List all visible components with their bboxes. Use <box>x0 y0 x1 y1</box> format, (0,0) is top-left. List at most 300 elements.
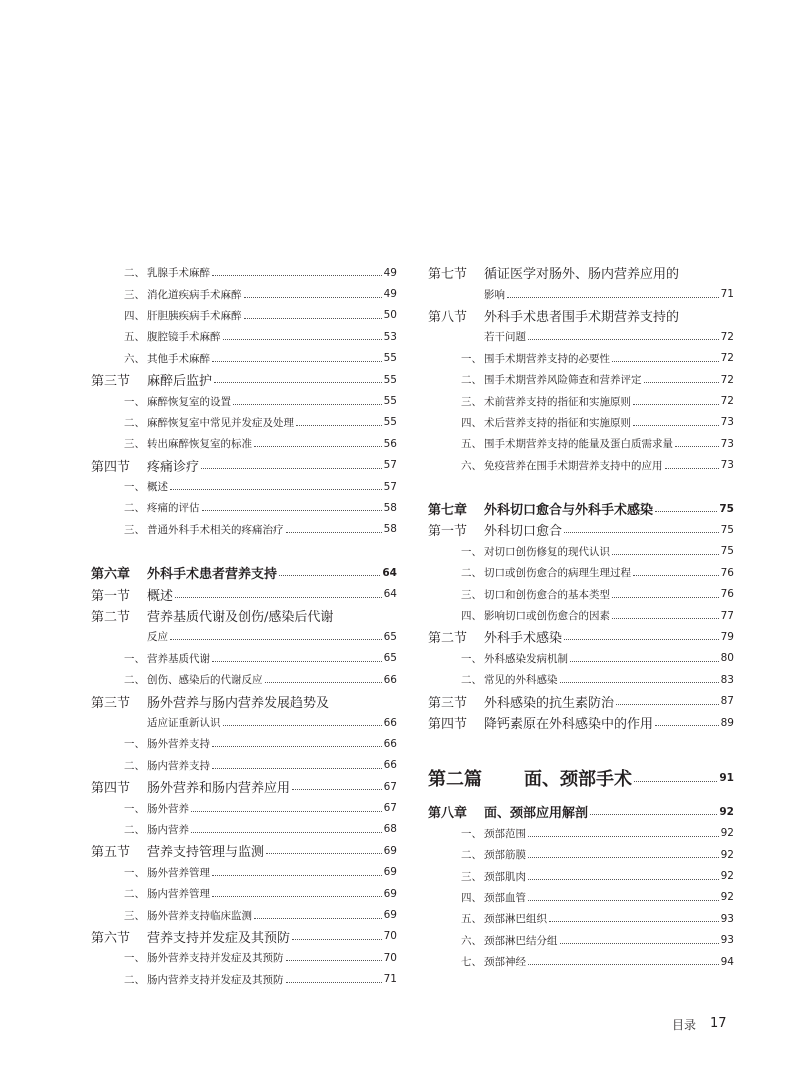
toc-entry-number: 三、 <box>461 395 482 408</box>
toc-subsection-entry <box>91 326 397 347</box>
toc-entry-number: 三、 <box>461 870 482 883</box>
toc-entry-number: 七、 <box>461 956 482 969</box>
toc-entry-title: 麻醉恢复室中常见并发症及处理 <box>147 416 294 429</box>
toc-entry-title: 颈部筋膜 <box>484 849 526 862</box>
toc-entry-page: 75 <box>720 523 734 536</box>
toc-subsection-entry <box>91 669 397 690</box>
toc-entry-page: 92 <box>719 805 734 818</box>
toc-dot-leader <box>616 704 719 705</box>
toc-entry-page: 66 <box>383 673 397 686</box>
toc-entry-number: 二、 <box>124 674 145 687</box>
toc-subsection-entry <box>91 755 397 776</box>
toc-dot-leader <box>528 964 719 965</box>
toc-subsection-entry <box>91 390 397 411</box>
toc-entry-number: 四、 <box>461 416 482 429</box>
toc-dot-leader <box>212 768 382 769</box>
toc-subsection-entry <box>91 819 397 840</box>
toc-entry-title: 若干问题 <box>484 331 526 344</box>
toc-dot-leader <box>212 875 382 876</box>
toc-entry-number: 二、 <box>124 888 145 901</box>
toc-entry-number: 第一节 <box>91 588 131 604</box>
toc-dot-leader <box>292 939 382 940</box>
toc-entry-page: 69 <box>383 909 397 922</box>
toc-entry-page: 71 <box>383 973 397 986</box>
toc-entry-number: 第六节 <box>91 930 131 946</box>
toc-subsection-entry <box>91 648 397 669</box>
toc-entry-page: 73 <box>720 437 734 450</box>
toc-left-column <box>91 262 397 990</box>
toc-entry-number: 第三节 <box>428 695 468 711</box>
toc-entry-title: 肠外营养支持 <box>147 738 210 751</box>
toc-subsection-entry <box>428 908 734 929</box>
toc-entry-number: 第一节 <box>428 524 468 540</box>
toc-entry-number: 第八章 <box>428 806 468 822</box>
toc-entry-number: 一、 <box>461 352 482 365</box>
toc-entry-page: 64 <box>382 566 397 579</box>
toc-entry-page: 50 <box>383 309 397 322</box>
toc-entry-title: 转出麻醉恢复室的标准 <box>147 438 252 451</box>
toc-entry-title: 颈部范围 <box>484 827 526 840</box>
toc-entry-number: 二、 <box>124 416 145 429</box>
toc-section-entry <box>91 455 397 476</box>
toc-dot-leader <box>633 575 719 576</box>
toc-entry-number: 二、 <box>124 502 145 515</box>
toc-entry-page: 75 <box>720 545 734 558</box>
toc-entry-number: 四、 <box>461 610 482 623</box>
toc-entry-page: 73 <box>720 459 734 472</box>
toc-dot-leader <box>507 297 719 298</box>
footer-label: 目录 <box>672 1018 697 1032</box>
toc-subsection-entry <box>91 904 397 925</box>
toc-dot-leader <box>244 297 382 298</box>
toc-entry-title: 降钙素原在外科感染中的作用 <box>484 717 654 732</box>
toc-entry-title: 颈部淋巴组织 <box>484 913 547 926</box>
toc-entry-title: 循证医学对肠外、肠内营养应用的 <box>484 267 680 283</box>
toc-entry-page: 72 <box>720 330 734 343</box>
toc-subsection-entry <box>428 823 734 844</box>
toc-dot-leader <box>233 404 382 405</box>
toc-subsection-entry <box>428 844 734 865</box>
toc-subsection-entry <box>91 947 397 968</box>
toc-subsection-entry <box>428 412 734 433</box>
toc-dot-leader <box>570 661 719 662</box>
toc-entry-page: 57 <box>383 459 397 472</box>
toc-spacer <box>428 733 734 755</box>
toc-entry-number: 第二节 <box>428 631 468 647</box>
toc-spacer <box>91 540 397 562</box>
toc-entry-number: 一、 <box>124 802 145 815</box>
toc-dot-leader <box>265 682 382 683</box>
toc-entry-title: 颈部肌肉 <box>484 870 526 883</box>
toc-entry-continuation <box>91 712 397 733</box>
toc-entry-page: 72 <box>720 352 734 365</box>
toc-dot-leader <box>212 361 382 362</box>
toc-entry-number: 二、 <box>461 374 482 387</box>
toc-entry-page: 55 <box>383 416 397 429</box>
toc-entry-number: 第七节 <box>428 267 468 283</box>
toc-dot-leader <box>612 361 719 362</box>
toc-dot-leader <box>633 425 719 426</box>
toc-entry-page: 57 <box>383 480 397 493</box>
toc-subsection-entry <box>428 865 734 886</box>
toc-dot-leader <box>655 725 719 726</box>
toc-entry-page: 89 <box>720 716 734 729</box>
toc-right-column <box>428 262 734 972</box>
toc-entry-title: 免疫营养在围手术期营养支持中的应用 <box>484 459 663 472</box>
toc-entry-title: 面、颈部应用解剖 <box>484 806 589 822</box>
toc-subsection-entry <box>91 969 397 990</box>
toc-dot-leader <box>612 618 719 619</box>
toc-dot-leader <box>665 468 719 469</box>
toc-dot-leader <box>612 597 719 598</box>
toc-entry-page: 67 <box>383 780 397 793</box>
toc-subsection-entry <box>428 390 734 411</box>
toc-entry-number: 二、 <box>461 849 482 862</box>
toc-entry-title: 肠外营养 <box>147 802 189 815</box>
toc-dot-leader <box>212 896 382 897</box>
toc-entry-number: 一、 <box>461 652 482 665</box>
toc-entry-page: 87 <box>720 695 734 708</box>
toc-subsection-entry <box>428 669 734 690</box>
toc-dot-leader <box>655 511 717 512</box>
toc-subsection-entry <box>428 951 734 972</box>
toc-entry-title: 术后营养支持的指征和实施原则 <box>484 416 631 429</box>
toc-section-entry <box>91 776 397 797</box>
toc-entry-title: 乳腺手术麻醉 <box>147 267 210 280</box>
toc-entry-number: 六、 <box>461 459 482 472</box>
toc-entry-number: 一、 <box>461 545 482 558</box>
toc-entry-title: 疼痛诊疗 <box>147 459 200 475</box>
toc-entry-page: 49 <box>383 288 397 301</box>
toc-entry-page: 49 <box>383 266 397 279</box>
toc-entry-title: 肠内营养 <box>147 823 189 836</box>
toc-entry-title: 麻醉后监护 <box>147 374 213 390</box>
toc-dot-leader <box>170 489 382 490</box>
toc-entry-title: 营养支持并发症及其预防 <box>147 930 291 946</box>
toc-section-entry <box>91 926 397 947</box>
toc-dot-leader <box>528 900 719 901</box>
toc-entry-page: 71 <box>720 288 734 301</box>
toc-entry-number: 五、 <box>461 913 482 926</box>
toc-entry-title: 肠内营养支持并发症及其预防 <box>147 973 284 986</box>
toc-entry-page: 55 <box>383 352 397 365</box>
toc-entry-page: 53 <box>383 330 397 343</box>
toc-dot-leader <box>528 879 719 880</box>
toc-entry-title: 消化道疾病手术麻醉 <box>147 288 242 301</box>
toc-subsection-entry <box>91 797 397 818</box>
toc-subsection-entry <box>428 562 734 583</box>
toc-entry-title: 对切口创伤修复的现代认识 <box>484 545 610 558</box>
toc-dot-leader <box>292 789 382 790</box>
toc-subsection-entry <box>91 476 397 497</box>
toc-entry-number: 一、 <box>124 866 145 879</box>
toc-entry-number: 第四节 <box>91 459 131 475</box>
toc-entry-title: 麻醉恢复室的设置 <box>147 395 231 408</box>
toc-dot-leader <box>560 943 719 944</box>
toc-entry-page: 55 <box>383 373 397 386</box>
toc-entry-page: 67 <box>383 802 397 815</box>
toc-dot-leader <box>612 554 719 555</box>
toc-entry-number: 一、 <box>124 652 145 665</box>
toc-entry-title: 外科切口愈合与外科手术感染 <box>484 503 654 519</box>
toc-subsection-entry <box>428 541 734 562</box>
toc-dot-leader <box>644 382 719 383</box>
toc-entry-title: 颈部神经 <box>484 956 526 969</box>
toc-entry-title: 概述 <box>147 481 168 494</box>
toc-entry-title: 腹腔镜手术麻醉 <box>147 331 221 344</box>
toc-entry-number: 第八节 <box>428 309 468 325</box>
toc-section-entry <box>428 690 734 711</box>
toc-entry-page: 70 <box>383 951 397 964</box>
toc-entry-title: 外科手术患者围手术期营养支持的 <box>484 309 680 325</box>
toc-entry-number: 四、 <box>124 309 145 322</box>
toc-subsection-entry <box>91 283 397 304</box>
toc-entry-page: 69 <box>383 887 397 900</box>
toc-subsection-entry <box>428 348 734 369</box>
toc-entry-number: 二、 <box>124 823 145 836</box>
toc-entry-page: 92 <box>720 870 734 883</box>
toc-entry-number: 一、 <box>124 481 145 494</box>
toc-entry-title: 影响 <box>484 288 505 301</box>
toc-entry-page: 93 <box>720 934 734 947</box>
toc-entry-title: 营养基质代谢 <box>147 652 210 665</box>
toc-entry-title: 肠外营养与肠内营养发展趋势及 <box>147 695 330 711</box>
toc-dot-leader <box>286 532 382 533</box>
toc-spacer <box>428 476 734 498</box>
toc-entry-page: 65 <box>383 652 397 665</box>
toc-entry-title: 外科感染发病机制 <box>484 652 568 665</box>
toc-entry-title: 肝胆胰疾病手术麻醉 <box>147 309 242 322</box>
toc-entry-number: 六、 <box>461 934 482 947</box>
toc-entry-title: 常见的外科感染 <box>484 674 558 687</box>
toc-entry-title: 肠外营养支持临床监测 <box>147 909 252 922</box>
toc-entry-page: 83 <box>720 673 734 686</box>
toc-entry-title: 肠外营养支持并发症及其预防 <box>147 952 284 965</box>
toc-entry-number: 第四节 <box>428 717 468 732</box>
toc-entry-page: 65 <box>383 630 397 643</box>
toc-entry-title: 外科感染的抗生素防治 <box>484 695 615 711</box>
toc-entry-page: 79 <box>720 630 734 643</box>
toc-dot-leader <box>214 382 382 383</box>
toc-subsection-entry <box>91 348 397 369</box>
toc-section-entry <box>428 626 734 647</box>
toc-entry-page: 80 <box>720 652 734 665</box>
toc-entry-title: 肠外营养管理 <box>147 866 210 879</box>
toc-entry-page: 66 <box>383 759 397 772</box>
toc-dot-leader <box>223 725 382 726</box>
toc-entry-page: 64 <box>383 588 397 601</box>
toc-dot-leader <box>170 639 382 640</box>
toc-dot-leader <box>212 661 382 662</box>
toc-dot-leader <box>590 814 717 815</box>
toc-entry-title: 围手术期营养风险筛查和营养评定 <box>484 374 642 387</box>
toc-entry-page: 58 <box>383 523 397 536</box>
toc-entry-number: 二、 <box>461 567 482 580</box>
toc-entry-number: 三、 <box>461 588 482 601</box>
toc-entry-page: 92 <box>720 848 734 861</box>
toc-entry-number: 一、 <box>461 827 482 840</box>
toc-entry-title: 面、颈部手术 <box>524 769 632 791</box>
toc-entry-title: 外科手术感染 <box>484 631 563 647</box>
toc-subsection-entry <box>91 733 397 754</box>
toc-entry-title: 其他手术麻醉 <box>147 352 210 365</box>
toc-entry-number: 第六章 <box>91 567 131 583</box>
toc-entry-title: 围手术期营养支持的必要性 <box>484 352 610 365</box>
toc-dot-leader <box>175 597 382 598</box>
toc-dot-leader <box>223 339 382 340</box>
toc-entry-number: 二、 <box>124 267 145 280</box>
toc-section-entry <box>91 369 397 390</box>
toc-subsection-entry <box>428 930 734 951</box>
toc-entry-title: 肠内营养支持 <box>147 759 210 772</box>
toc-dot-leader <box>202 510 382 511</box>
toc-part-entry <box>428 763 734 793</box>
toc-entry-title: 术前营养支持的指征和实施原则 <box>484 395 631 408</box>
toc-section-entry <box>428 519 734 540</box>
toc-subsection-entry <box>91 305 397 326</box>
toc-entry-page: 69 <box>383 844 397 857</box>
toc-dot-leader <box>201 468 382 469</box>
toc-entry-number: 一、 <box>124 395 145 408</box>
toc-dot-leader <box>254 446 382 447</box>
toc-dot-leader <box>191 832 382 833</box>
toc-section-entry <box>91 583 397 604</box>
toc-entry-page: 92 <box>720 827 734 840</box>
toc-entry-page: 72 <box>720 373 734 386</box>
toc-dot-leader <box>266 853 382 854</box>
toc-dot-leader <box>212 275 382 276</box>
toc-entry-page: 73 <box>720 416 734 429</box>
toc-entry-page: 92 <box>720 891 734 904</box>
toc-subsection-entry <box>428 433 734 454</box>
toc-entry-title: 营养支持管理与监测 <box>147 845 265 861</box>
toc-entry-number: 第三节 <box>91 695 131 711</box>
toc-entry-number: 第二节 <box>91 610 131 626</box>
toc-dot-leader <box>279 575 380 576</box>
toc-entry-number: 五、 <box>461 438 482 451</box>
toc-chapter-entry <box>428 801 734 822</box>
toc-subsection-entry <box>91 519 397 540</box>
toc-entry-title: 围手术期营养支持的能量及蛋白质需求量 <box>484 438 673 451</box>
toc-entry-number: 三、 <box>124 523 145 536</box>
toc-section-entry <box>91 840 397 861</box>
toc-entry-page: 93 <box>720 912 734 925</box>
toc-dot-leader <box>528 836 719 837</box>
toc-chapter-entry <box>428 498 734 519</box>
toc-subsection-entry <box>428 887 734 908</box>
toc-entry-page: 56 <box>383 437 397 450</box>
toc-entry-page: 66 <box>383 716 397 729</box>
toc-entry-page: 70 <box>383 930 397 943</box>
toc-entry-number: 五、 <box>124 331 145 344</box>
toc-entry-title: 颈部血管 <box>484 891 526 904</box>
toc-dot-leader <box>286 982 382 983</box>
toc-subsection-entry <box>91 862 397 883</box>
toc-entry-page: 69 <box>383 866 397 879</box>
page-number: 17 <box>710 1016 727 1031</box>
toc-entry-title: 疼痛的评估 <box>147 502 200 515</box>
toc-dot-leader <box>633 404 719 405</box>
toc-dot-leader <box>564 532 719 533</box>
toc-entry-page: 58 <box>383 501 397 514</box>
toc-dot-leader <box>560 682 719 683</box>
toc-dot-leader <box>212 746 382 747</box>
toc-dot-leader <box>254 918 382 919</box>
toc-entry-title: 外科手术患者营养支持 <box>147 567 278 583</box>
toc-subsection-entry <box>91 433 397 454</box>
toc-dot-leader <box>191 811 382 812</box>
toc-subsection-entry <box>91 412 397 433</box>
toc-entry-page: 76 <box>720 588 734 601</box>
toc-entry-number: 二、 <box>124 973 145 986</box>
toc-entry-number: 二、 <box>461 674 482 687</box>
toc-entry-number: 第二篇 <box>428 769 482 791</box>
toc-entry-page: 72 <box>720 395 734 408</box>
toc-entry-page: 94 <box>720 955 734 968</box>
toc-entry-title: 颈部淋巴结分组 <box>484 934 558 947</box>
toc-subsection-entry <box>91 497 397 518</box>
toc-subsection-entry <box>428 369 734 390</box>
toc-chapter-entry <box>91 562 397 583</box>
toc-entry-title: 创伤、感染后的代谢反应 <box>147 674 263 687</box>
toc-subsection-entry <box>428 583 734 604</box>
toc-section-entry <box>91 605 397 626</box>
toc-entry-page: 91 <box>719 772 734 785</box>
toc-entry-page: 68 <box>383 823 397 836</box>
toc-entry-number: 六、 <box>124 352 145 365</box>
toc-dot-leader <box>286 960 382 961</box>
toc-entry-page: 66 <box>383 737 397 750</box>
toc-dot-leader <box>528 339 719 340</box>
toc-subsection-entry <box>428 648 734 669</box>
toc-entry-title: 营养基质代谢及创伤/感染后代谢 <box>147 610 334 626</box>
toc-subsection-entry <box>428 455 734 476</box>
toc-entry-title: 适应证重新认识 <box>147 717 221 729</box>
toc-dot-leader <box>244 318 382 319</box>
toc-dot-leader <box>675 446 719 447</box>
toc-entry-number: 一、 <box>124 952 145 965</box>
toc-entry-number: 第五节 <box>91 845 131 861</box>
toc-dot-leader <box>549 921 719 922</box>
toc-entry-continuation <box>91 626 397 647</box>
toc-entry-continuation <box>428 326 734 347</box>
toc-entry-number: 三、 <box>124 288 145 301</box>
toc-entry-title: 普通外科手术相关的疼痛治疗 <box>147 523 284 536</box>
toc-entry-title: 肠外营养和肠内营养应用 <box>147 781 291 797</box>
toc-entry-number: 第四节 <box>91 781 131 797</box>
toc-entry-title: 肠内营养管理 <box>147 888 210 901</box>
toc-entry-title: 概述 <box>147 588 174 604</box>
toc-dot-leader <box>564 639 719 640</box>
toc-entry-page: 77 <box>720 609 734 622</box>
toc-dot-leader <box>528 857 719 858</box>
toc-entry-title: 外科切口愈合 <box>484 524 563 540</box>
toc-section-entry <box>428 262 734 283</box>
toc-entry-number: 一、 <box>124 738 145 751</box>
toc-subsection-entry <box>91 883 397 904</box>
toc-entry-number: 第三节 <box>91 374 131 390</box>
toc-subsection-entry <box>428 605 734 626</box>
toc-entry-title: 切口和创伤愈合的基本类型 <box>484 588 610 601</box>
toc-entry-number: 四、 <box>461 891 482 904</box>
toc-entry-page: 76 <box>720 566 734 579</box>
toc-section-entry <box>428 712 734 733</box>
toc-dot-leader <box>634 781 717 782</box>
page-footer <box>672 1016 727 1033</box>
toc-entry-continuation <box>428 283 734 304</box>
toc-entry-title: 切口或创伤愈合的病理生理过程 <box>484 567 631 580</box>
toc-entry-title: 反应 <box>147 631 168 644</box>
